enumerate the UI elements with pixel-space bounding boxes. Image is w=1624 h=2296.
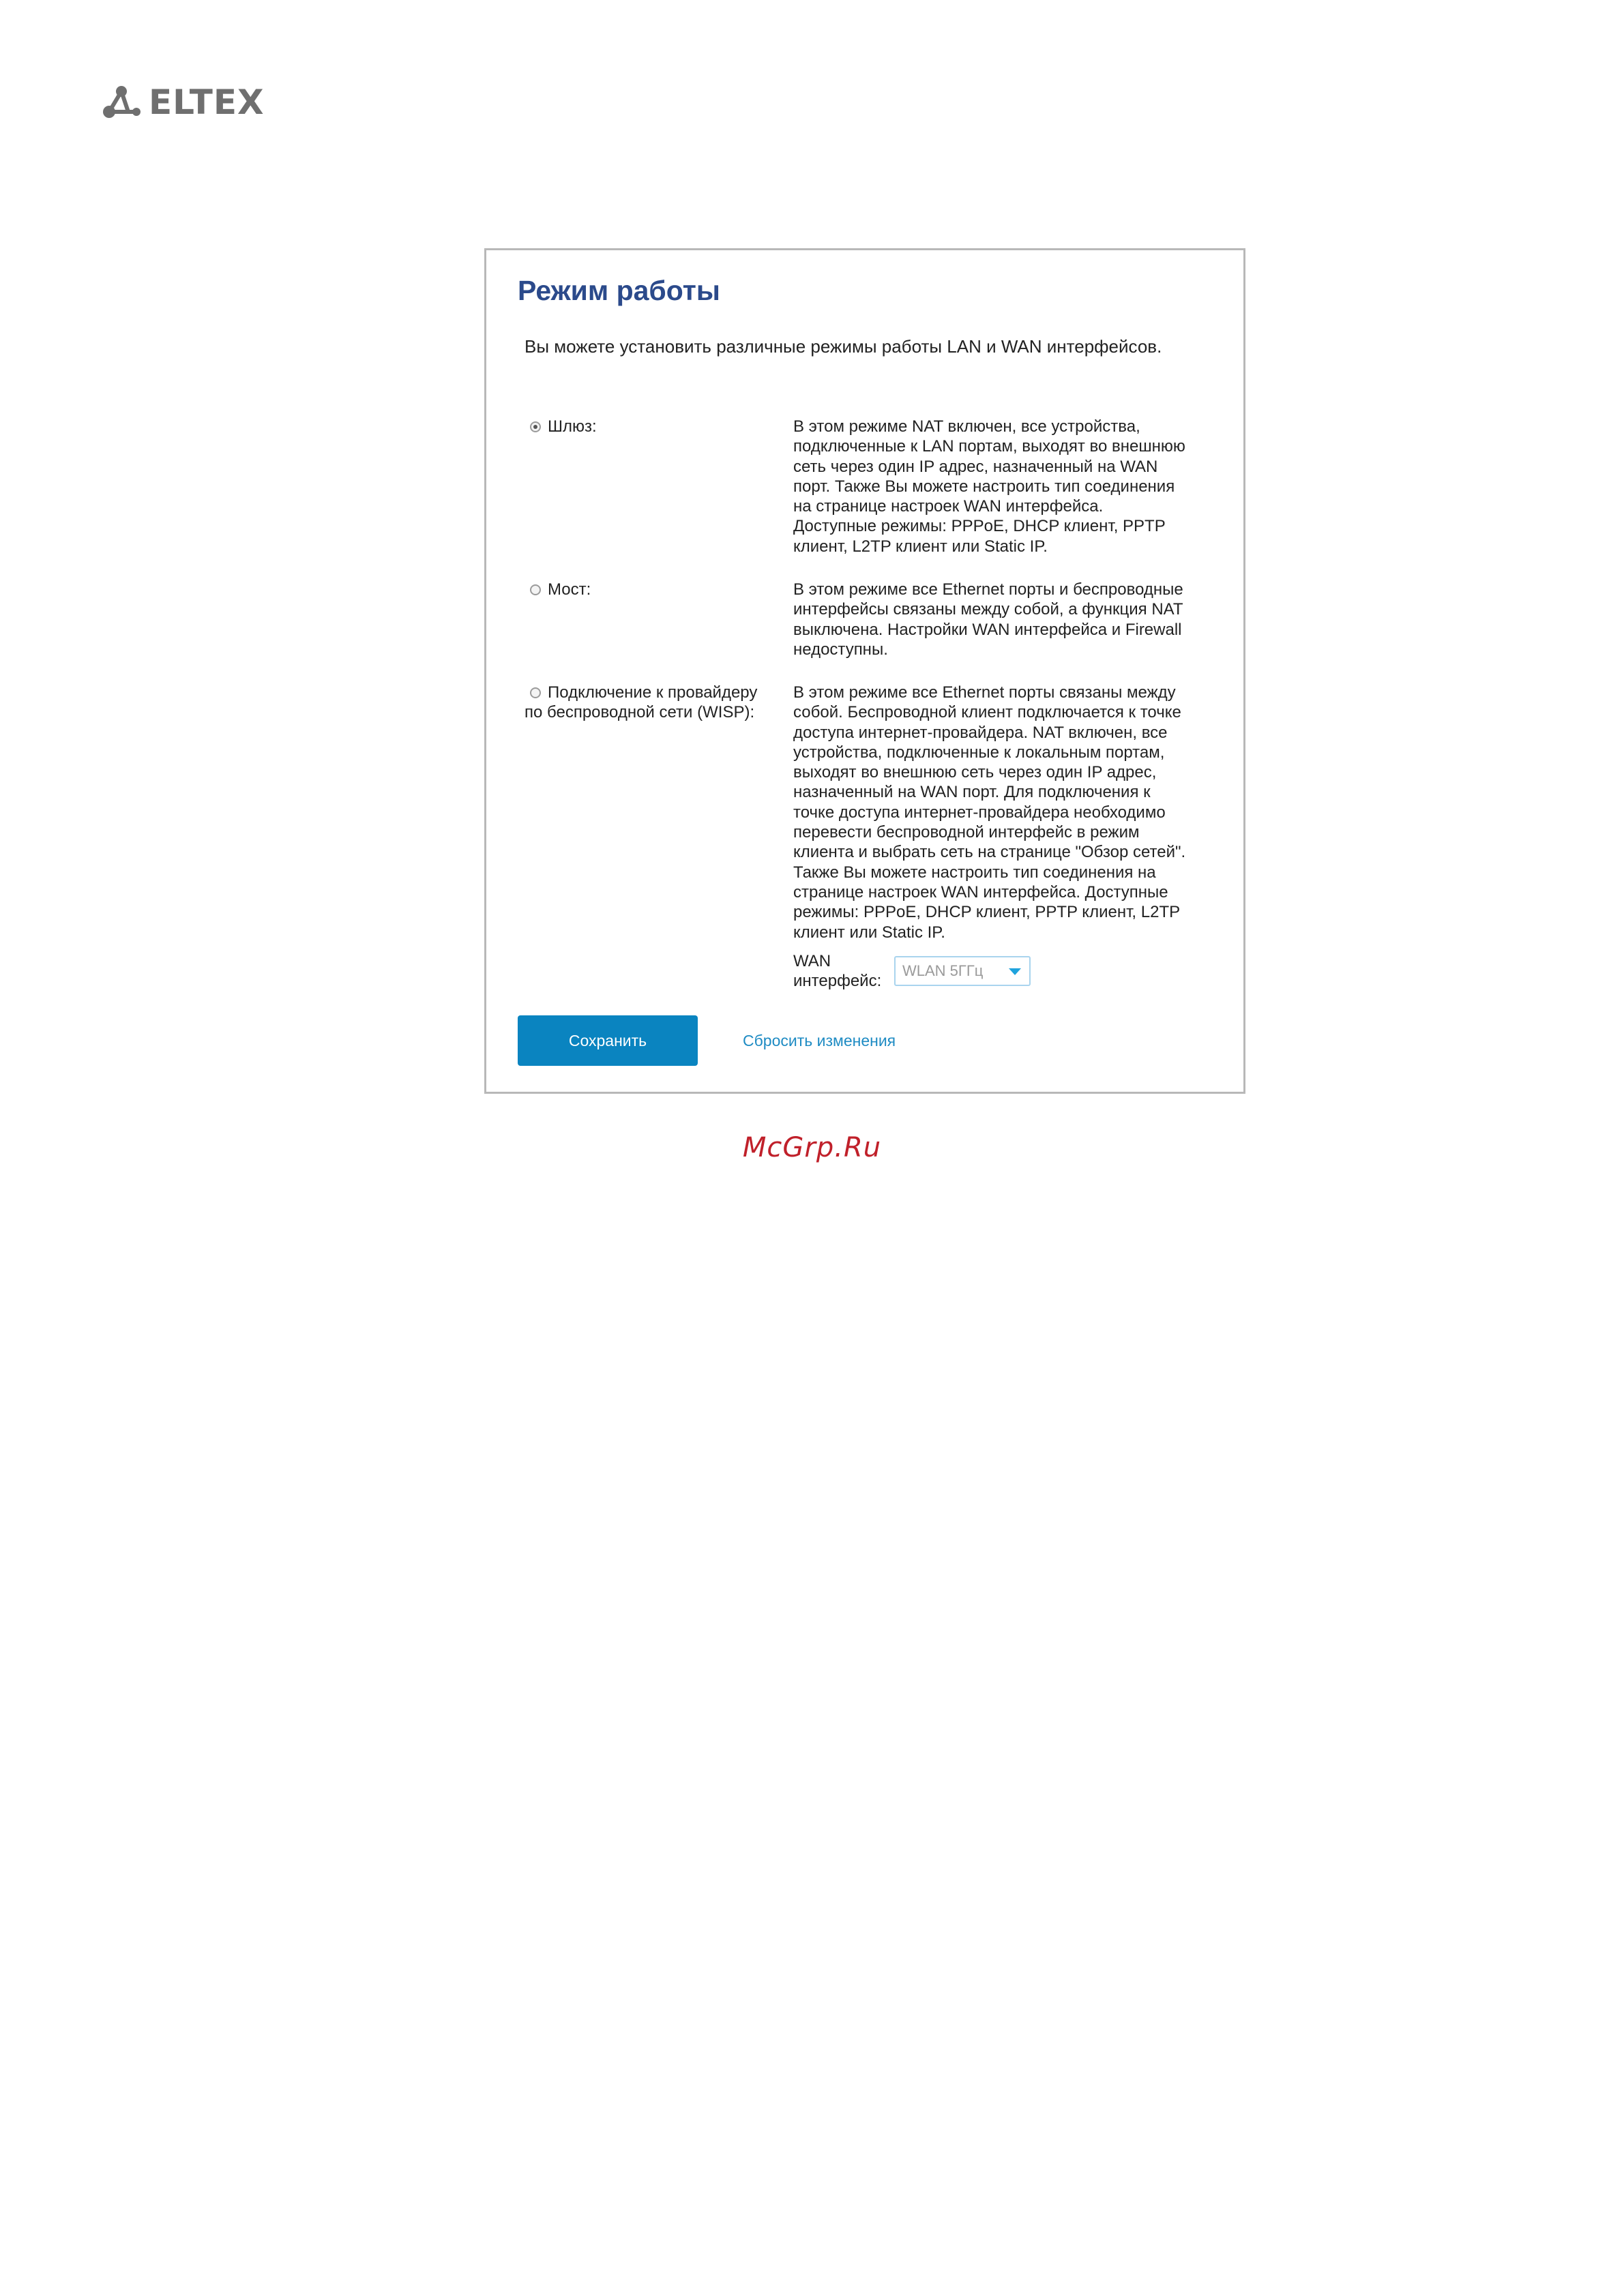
mode-label-wisp: Подключение к провайдеру по беспроводной сети (WISP):	[525, 683, 758, 721]
wan-interface-select[interactable]	[894, 956, 1031, 986]
mode-description-bridge: В этом режиме все Ethernet порты и беспроводные интерфейсы связаны между собой, а функция NAT выключена. Настройки WAN интерфейса и Firewall недоступны.	[793, 580, 1183, 659]
radio-gateway[interactable]	[530, 421, 541, 432]
mode-option-gateway[interactable]	[525, 417, 770, 436]
mode-label-bridge: Мост:	[548, 580, 591, 599]
chevron-down-icon	[1009, 968, 1021, 975]
page-title: Режим работы	[518, 275, 720, 306]
wan-interface-value: WLAN 5ГГц	[902, 962, 984, 979]
wan-interface-row	[793, 951, 1031, 991]
eltex-logo-text: ELTEX	[149, 83, 265, 122]
mode-option-wisp[interactable]	[525, 683, 770, 722]
panel-intro: Вы можете установить различные режимы работы LAN и WAN интерфейсов.	[525, 336, 1162, 357]
radio-wisp[interactable]	[530, 687, 541, 698]
watermark: McGrp.Ru	[742, 1132, 882, 1163]
radio-bridge[interactable]	[530, 584, 541, 595]
eltex-logo	[102, 82, 265, 123]
operation-mode-panel	[484, 248, 1245, 1094]
mode-description-wisp: В этом режиме все Ethernet порты связаны между собой. Беспроводной клиент подключается к точке доступа интернет-провайдера. NAT включен, все устройства, подключенные к локальным портам, выходят во внешнюю сеть через один IP адрес, назначенный на WAN порт. Для подключения к точке доступа интернет-провайдера необходимо перевести беспроводной интерфейс в режим клиента и выбрать сеть на странице "Обзор сетей". Также Вы можете настроить тип соединения на странице настроек WAN интерфейса. Доступные режимы: PPPoE, DHCP клиент, PPTP клиент, L2TP клиент или Static IP.	[793, 683, 1186, 942]
mode-option-bridge[interactable]	[525, 580, 770, 599]
mode-label-gateway: Шлюз:	[548, 417, 597, 436]
eltex-logo-icon	[102, 85, 141, 120]
save-button[interactable]: Сохранить	[518, 1015, 698, 1066]
reset-changes-link[interactable]: Сбросить изменения	[743, 1032, 896, 1049]
wan-interface-label: WAN интерфейс:	[793, 952, 882, 990]
mode-description-gateway: В этом режиме NAT включен, все устройства, подключенные к LAN портам, выходят во внешнюю сеть через один IP адрес, назначенный на WAN порт. Также Вы можете настроить тип соединения на странице настроек WAN интерфейса. Доступные режимы: PPPoE, DHCP клиент, PPTP клиент, L2TP клиент или Static IP.	[793, 417, 1185, 556]
